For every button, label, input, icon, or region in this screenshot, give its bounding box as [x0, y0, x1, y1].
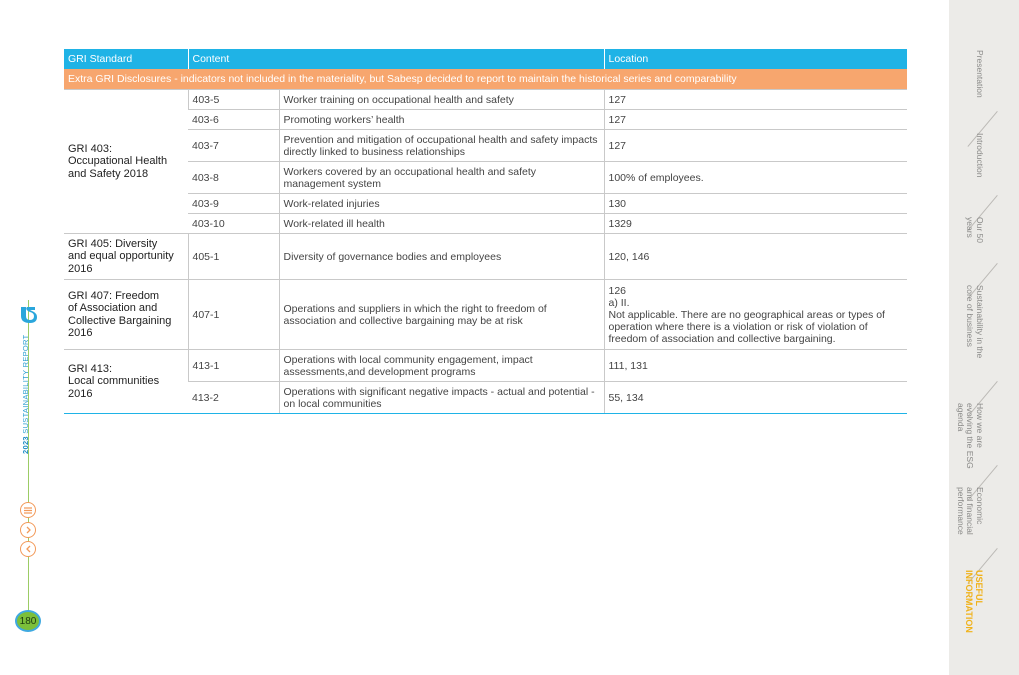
- nav-item-label: Economic and financial performance: [956, 487, 985, 535]
- location-cell: 130: [604, 194, 907, 214]
- content-cell: Work-related ill health: [279, 214, 604, 234]
- table-row: [64, 382, 907, 414]
- section-nav: [949, 0, 1019, 675]
- chevron-right-icon: [25, 526, 32, 534]
- disclosure-code-cell: 403-8: [188, 162, 279, 194]
- extra-disclosures-banner: [64, 69, 907, 90]
- gri-standard-cell: GRI 407: Freedom of Association and Collective Bargaining 2016: [64, 280, 188, 350]
- extra-disclosures-text: Extra GRI Disclosures - indicators not included in the materiality, but Sabesp decided to report to maintain the historical series and comparability: [64, 69, 907, 90]
- location-cell: 127: [604, 110, 907, 130]
- table-row: [64, 90, 907, 110]
- content-cell: Operations with local community engagement, impact assessments,and development programs: [279, 350, 604, 382]
- content-cell: Promoting workers’ health: [279, 110, 604, 130]
- disclosure-code-cell: 407-1: [188, 280, 279, 350]
- table-row: [64, 350, 907, 382]
- prev-page-button[interactable]: [20, 541, 36, 557]
- disclosure-code-cell: 413-2: [188, 382, 279, 414]
- disclosure-code-cell: 403-5: [188, 90, 279, 110]
- content-cell: Workers covered by an occupational health and safety management system: [279, 162, 604, 194]
- nav-item-label: Sustainability in the core of business: [965, 285, 985, 359]
- table-header-row: [64, 49, 907, 69]
- gri-standard-cell: GRI 405: Diversity and equal opportunity 2016: [64, 234, 188, 280]
- table-row: [64, 194, 907, 214]
- nav-item-label: Our 50 years: [965, 217, 985, 243]
- nav-item-label: Introduction: [975, 133, 985, 178]
- location-cell: 55, 134: [604, 382, 907, 414]
- disclosure-code-cell: 405-1: [188, 234, 279, 280]
- location-cell: 120, 146: [604, 234, 907, 280]
- disclosure-code-cell: 403-9: [188, 194, 279, 214]
- disclosure-code-cell: 403-10: [188, 214, 279, 234]
- disclosure-code-cell: 403-6: [188, 110, 279, 130]
- table-row: [64, 280, 907, 350]
- sabesp-logo-icon: [17, 304, 39, 326]
- table-row: [64, 110, 907, 130]
- disclosure-code-cell: 413-1: [188, 350, 279, 382]
- location-cell: 127: [604, 90, 907, 110]
- table-row: [64, 214, 907, 234]
- content-cell: Prevention and mitigation of occupational health and safety impacts directly linked to business relationships: [279, 130, 604, 162]
- location-cell: 126 a) II. Not applicable. There are no geographical areas or types of operation where there is a violation or risk of violation of freedom of association and collective bargaining.: [604, 280, 907, 350]
- gri-standard-cell: GRI 413: Local communities 2016: [64, 350, 188, 414]
- location-cell: 1329: [604, 214, 907, 234]
- nav-item-label: USEFUL INFORMATION: [964, 570, 984, 633]
- content-cell: Worker training on occupational health and safety: [279, 90, 604, 110]
- page-number: 180: [15, 610, 41, 632]
- nav-item-label: How we are evolving the ESG agenda: [956, 403, 985, 469]
- location-cell: 127: [604, 130, 907, 162]
- location-cell: 100% of employees.: [604, 162, 907, 194]
- menu-icon: [24, 507, 32, 514]
- gri-table: [64, 49, 907, 414]
- nav-item-label: Presentation: [975, 50, 985, 98]
- content-cell: Diversity of governance bodies and employees: [279, 234, 604, 280]
- table-row: [64, 130, 907, 162]
- table-row: [64, 162, 907, 194]
- header-gri-standard: GRI Standard: [64, 49, 188, 69]
- disclosure-code-cell: 403-7: [188, 130, 279, 162]
- table-row: [64, 234, 907, 280]
- chevron-left-icon: [25, 545, 32, 553]
- content-cell: Operations and suppliers in which the right to freedom of association and collective bargaining may be at risk: [279, 280, 604, 350]
- gri-standard-cell: GRI 403: Occupational Health and Safety 2018: [64, 90, 188, 234]
- content-cell: Operations with significant negative impacts - actual and potential - on local communities: [279, 382, 604, 414]
- header-location: Location: [604, 49, 907, 69]
- location-cell: 111, 131: [604, 350, 907, 382]
- content-cell: Work-related injuries: [279, 194, 604, 214]
- header-content: Content: [188, 49, 604, 69]
- next-page-button[interactable]: [20, 522, 36, 538]
- menu-button[interactable]: [20, 502, 36, 518]
